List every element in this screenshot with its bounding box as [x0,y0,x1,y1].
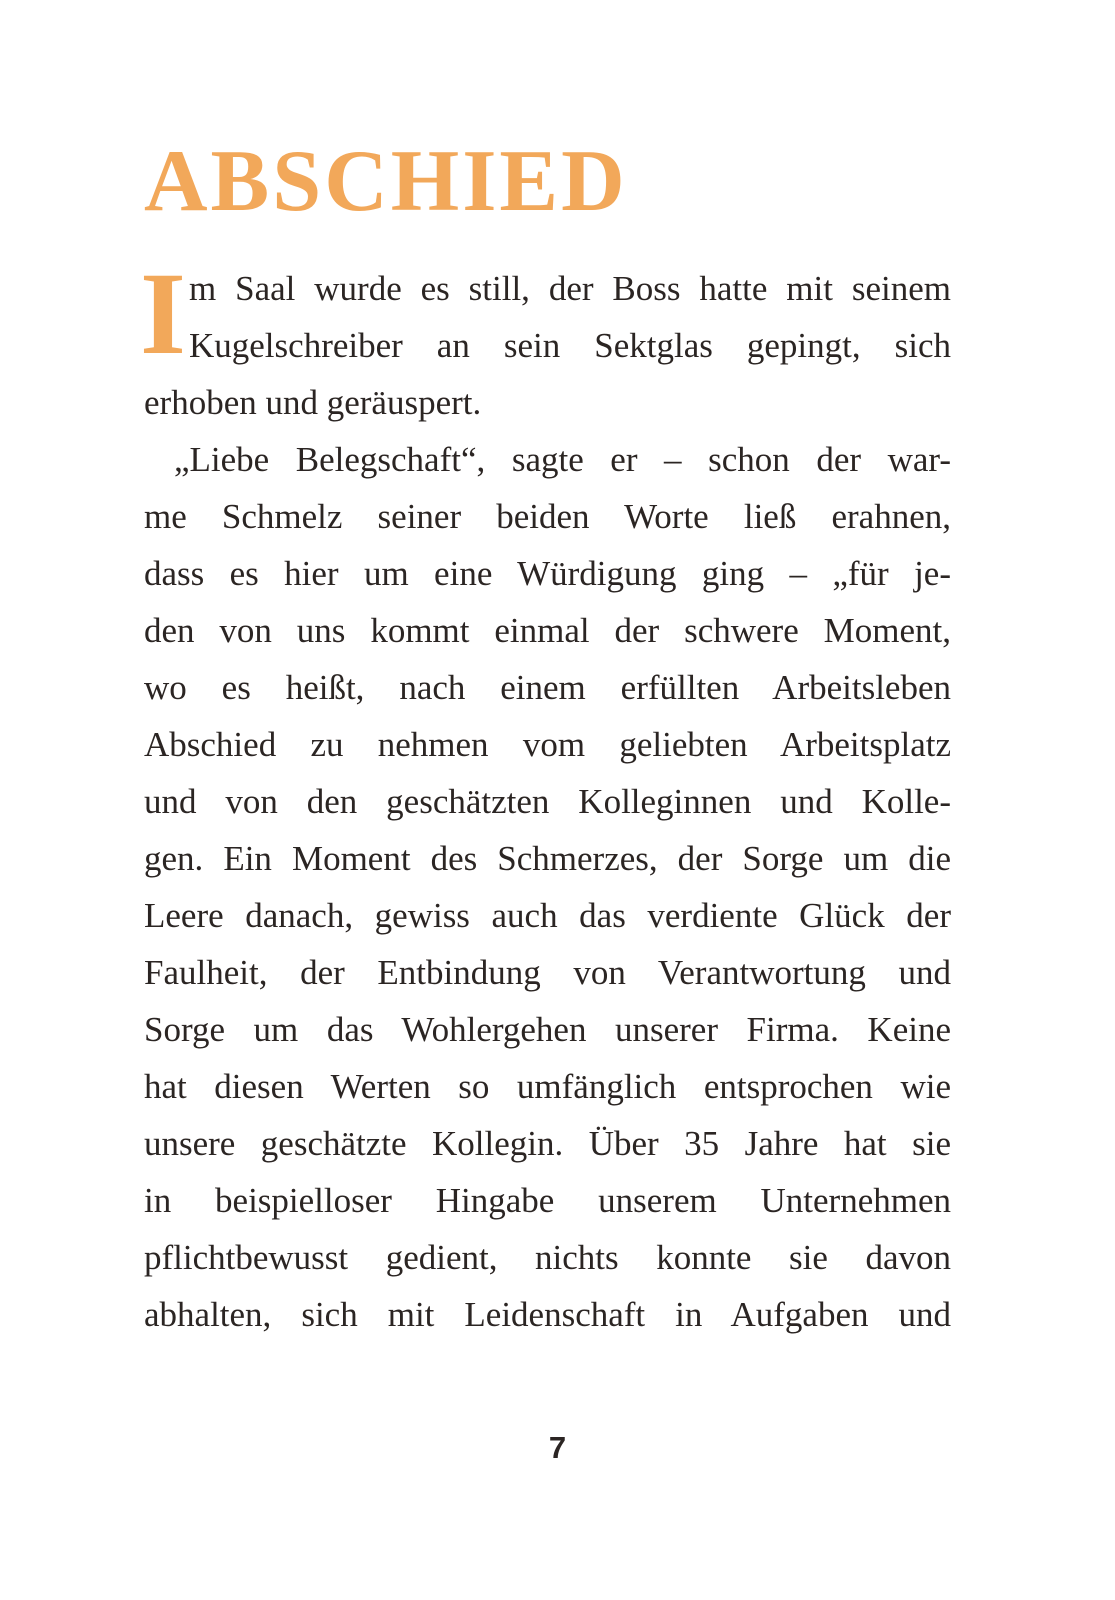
drop-cap: I [140,248,186,379]
text-line: und von den geschätzten Kolleginnen und Kolle- [144,782,951,821]
text-line: Sorge um das Wohlergehen unserer Firma. Keine [144,1010,951,1049]
text-line: m Saal wurde es still, der Boss hatte mit seinem [189,269,951,308]
text-line: Abschied zu nehmen vom geliebten Arbeitsplatz [144,725,951,764]
text-line: erhoben und geräuspert. [144,383,482,422]
text-line: dass es hier um eine Würdigung ging – „für je- [144,554,951,593]
text-line: in beispielloser Hingabe unserem Unternehmen [144,1181,951,1220]
text-line: unsere geschätzte Kollegin. Über 35 Jahre hat sie [144,1124,951,1163]
text-line: Kugelschreiber an sein Sektglas gepingt, sich [189,326,951,365]
text-line: Faulheit, der Entbindung von Verantwortung und [144,953,951,992]
page-number: 7 [548,1430,567,1465]
text-line: pflichtbewusst gedient, nichts konnte sie davon [144,1238,951,1277]
text-line: „Liebe Belegschaft“, sagte er – schon der war- [174,440,951,479]
text-line: wo es heißt, nach einem erfüllten Arbeitsleben [144,668,951,707]
text-line: gen. Ein Moment des Schmerzes, der Sorge um die [144,839,951,878]
text-line: abhalten, sich mit Leidenschaft in Aufgaben und [144,1295,951,1334]
text-line: Leere danach, gewiss auch das verdiente Glück der [144,896,951,935]
text-line: hat diesen Werten so umfänglich entsprochen wie [144,1067,951,1106]
chapter-title: ABSCHIED [144,133,628,230]
text-line: me Schmelz seiner beiden Worte ließ erahnen, [144,497,951,536]
text-line: den von uns kommt einmal der schwere Moment, [144,611,951,650]
